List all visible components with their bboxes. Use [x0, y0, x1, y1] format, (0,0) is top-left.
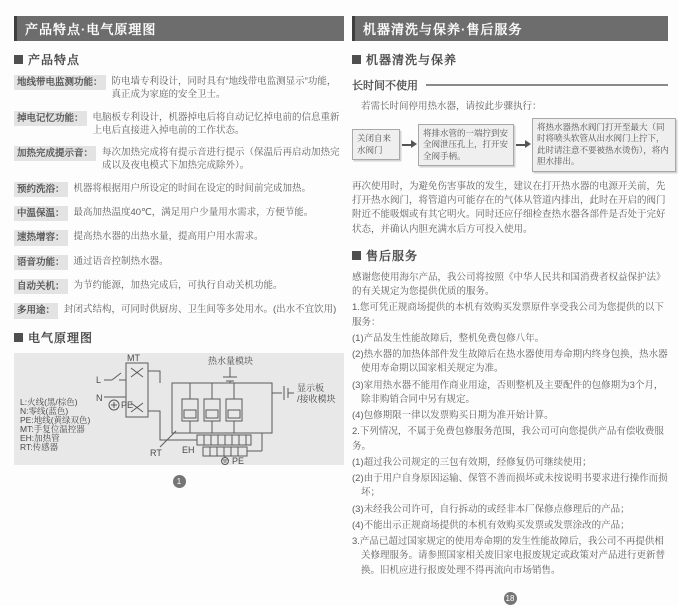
- service-paragraph: (4)包修期限一律以发票购买日期为准开始计算。: [352, 410, 554, 422]
- section-after-sales: [352, 247, 668, 264]
- l-label: L: [96, 374, 102, 385]
- feature-desc: 封闭式结构，可同时供厨房、卫生间等多处用水。(出水不宜饮用): [64, 304, 337, 316]
- section-title-text: 机器清洗与保养: [366, 53, 458, 67]
- feature-row: [14, 206, 344, 221]
- section-bullet-icon: [14, 333, 23, 342]
- feature-list: [14, 75, 344, 319]
- section-title-text: 产品特点: [28, 53, 81, 67]
- eh-label: EH: [182, 444, 195, 455]
- feature-desc: 电脑板专利设计，机器掉电后将自动记忆掉电前的信息重新上电后直接进入掉电前的工作状态。: [92, 111, 340, 136]
- service-paragraph: 感谢您使用海尔产品，我公司将按照《中华人民共和国消费者权益保护法》的有关规定为您提供优质的服务。: [352, 271, 666, 298]
- service-paragraph: 3.产品已超过国家规定的使用寿命期的发生性能故障后，我公司不再提供相关修理服务。请参照国家相关废旧家电报废规定或政策对产品进行更新替换。旧机应进行报废处理不得再流向市场销售。: [352, 536, 666, 576]
- receiver-module-label: /接收模块: [297, 393, 336, 404]
- pe-ground-label: PE: [232, 455, 245, 465]
- service-paragraph: (3)家用热水器不能用作商业用途，否则整机及主要配件的包修期为3个月，除非购销合同中另有规定。: [352, 379, 664, 405]
- section-title-text: 售后服务: [366, 248, 419, 263]
- flow-arrow-icon: [516, 144, 526, 146]
- section-electrical-schematic: [14, 329, 344, 346]
- feature-desc: 最高加热温度40℃，满足用户少量用水需求，方便节能。: [73, 207, 314, 219]
- feature-row: [14, 75, 344, 102]
- drain-steps-flowchart: [352, 118, 668, 172]
- flow-arrow-icon: [402, 144, 412, 146]
- n-label: N: [96, 392, 103, 403]
- service-paragraph: (4)不能出示正规商场提供的本机有效购买发票或发票涂改的产品；: [352, 519, 630, 531]
- section-bullet-icon: [14, 55, 23, 64]
- feature-row: [14, 146, 344, 173]
- legend-line: L:火线(黑/棕色): [20, 396, 78, 407]
- feature-label: 地线带电监测功能：: [14, 75, 106, 90]
- section-title-text: 电气原理图: [28, 330, 94, 345]
- feature-desc: 为节约能源，加热完成后，可执行自动关机功能。: [73, 279, 283, 291]
- right-page: [352, 10, 668, 605]
- feature-label: 自动关机：: [14, 279, 68, 294]
- legend-line: MT:手复位温控器: [20, 423, 85, 434]
- feature-desc: 提高热水器的出热水量，提高用户用水需求。: [73, 231, 264, 243]
- feature-row: [14, 255, 344, 270]
- display-board-label: 显示板: [297, 382, 325, 393]
- feature-label: 加热完成提示音：: [14, 146, 96, 161]
- legend-line: N:零线(蓝色): [20, 405, 69, 416]
- pe-label: PE: [121, 399, 134, 410]
- legend-line: EH:加热管: [20, 432, 60, 443]
- section-product-features: [14, 51, 344, 68]
- service-paragraph: 2.下列情况，不属于免费包修服务范围，我公司可向您提供产品有偿收费服务。: [352, 426, 664, 452]
- feature-label: 掉电记忆功能：: [14, 111, 87, 126]
- feature-label: 语音功能：: [14, 255, 68, 270]
- left-page-title: 产品特点·电气原理图: [14, 16, 344, 41]
- mt-label: MT: [127, 352, 140, 363]
- feature-row: [14, 303, 344, 318]
- section-bullet-icon: [352, 55, 361, 64]
- feature-row: [14, 279, 344, 294]
- page-number-badge: 18: [504, 592, 517, 605]
- feature-desc: 防电墙专利设计，同时具有“地线带电监测显示”功能，真正成为家庭的安全卫士。: [111, 76, 337, 101]
- left-page: [14, 10, 344, 488]
- flow-step: 将排水管的一端拧到安全阀泄压孔上，打开安全阀手柄。: [418, 124, 514, 166]
- electrical-schematic-diagram: [14, 353, 344, 465]
- service-paragraph: (1)产品发生性能故障后，整机免费包修八年。: [352, 332, 545, 344]
- service-paragraph: (2)由于用户自身原因运输、保管不善而损坏或未按说明书要求进行操作而损坏；: [352, 473, 668, 499]
- feature-desc: 机器将根据用户所设定的时间在设定的时间前完成加热。: [73, 182, 312, 194]
- legend-line: PE:地线(黄绿双色): [20, 414, 91, 425]
- feature-desc: 每次加热完成将有提示音进行提示（保温后再启动加热完成以及夜电模式下加热完成除外）。: [102, 147, 340, 172]
- feature-label: 速热增容：: [14, 230, 68, 245]
- section-bullet-icon: [352, 251, 361, 260]
- service-paragraph: (1)超过我公司规定的三包有效期，经修复仍可继续使用；: [352, 456, 592, 468]
- flow-step: 将热水器热水阀门打开至最大（同时将喷头软管从出水阀门上拧下，此时请注意不要被热水烫伤），将内胆水排出。: [532, 118, 676, 172]
- feature-label: 多用途：: [14, 303, 58, 318]
- page-number-badge: 1: [173, 475, 186, 488]
- feature-row: [14, 182, 344, 197]
- right-page-title: 机器清洗与保养·售后服务: [352, 16, 668, 41]
- feature-row: [14, 230, 344, 245]
- reuse-note: 再次使用时，为避免伤害事故的发生，建议在打开热水器的电源开关前，先打开热水阀门，将管道内可能存在的气体从管道内排出，此时在开启的阀门附近不能吸烟或有其它明火。同时还应仔细检查热水器各部件是否处于完好状态，并确认内胆充满水后方可投入使用。: [352, 180, 666, 235]
- schematic-svg: [14, 353, 344, 465]
- rt-label: RT: [150, 447, 162, 458]
- feature-row: [14, 111, 344, 138]
- divider-line: [426, 84, 668, 86]
- feature-label: 中温保温：: [14, 206, 68, 221]
- feature-desc: 通过语音控制热水器。: [73, 255, 169, 267]
- subsection-long-unused: [352, 77, 668, 93]
- service-paragraphs: [352, 271, 668, 578]
- maintenance-intro: 若需长时间停用热水器，请按此步骤执行：: [361, 101, 542, 112]
- subsection-title: 长时间不使用: [352, 80, 418, 92]
- water-module-label: 热水量模块: [208, 355, 254, 366]
- service-paragraph: (2)热水器的加热体部件发生故障后在热水器使用寿命期内终身包换，热水器使用寿命期以国家相关规定为准。: [352, 349, 668, 375]
- legend-line: RT:传感器: [20, 441, 59, 452]
- flow-step: 关闭自来水阀门: [352, 129, 400, 160]
- section-cleaning-maintenance: [352, 51, 668, 68]
- service-paragraph: 1.您可凭正规商场提供的本机有效购买发票原件享受我公司为您提供的以下服务：: [352, 302, 664, 328]
- feature-label: 预约洗浴：: [14, 182, 68, 197]
- service-paragraph: (3)未经我公司许可，自行拆动的或经非本厂保修点修理后的产品；: [352, 503, 630, 515]
